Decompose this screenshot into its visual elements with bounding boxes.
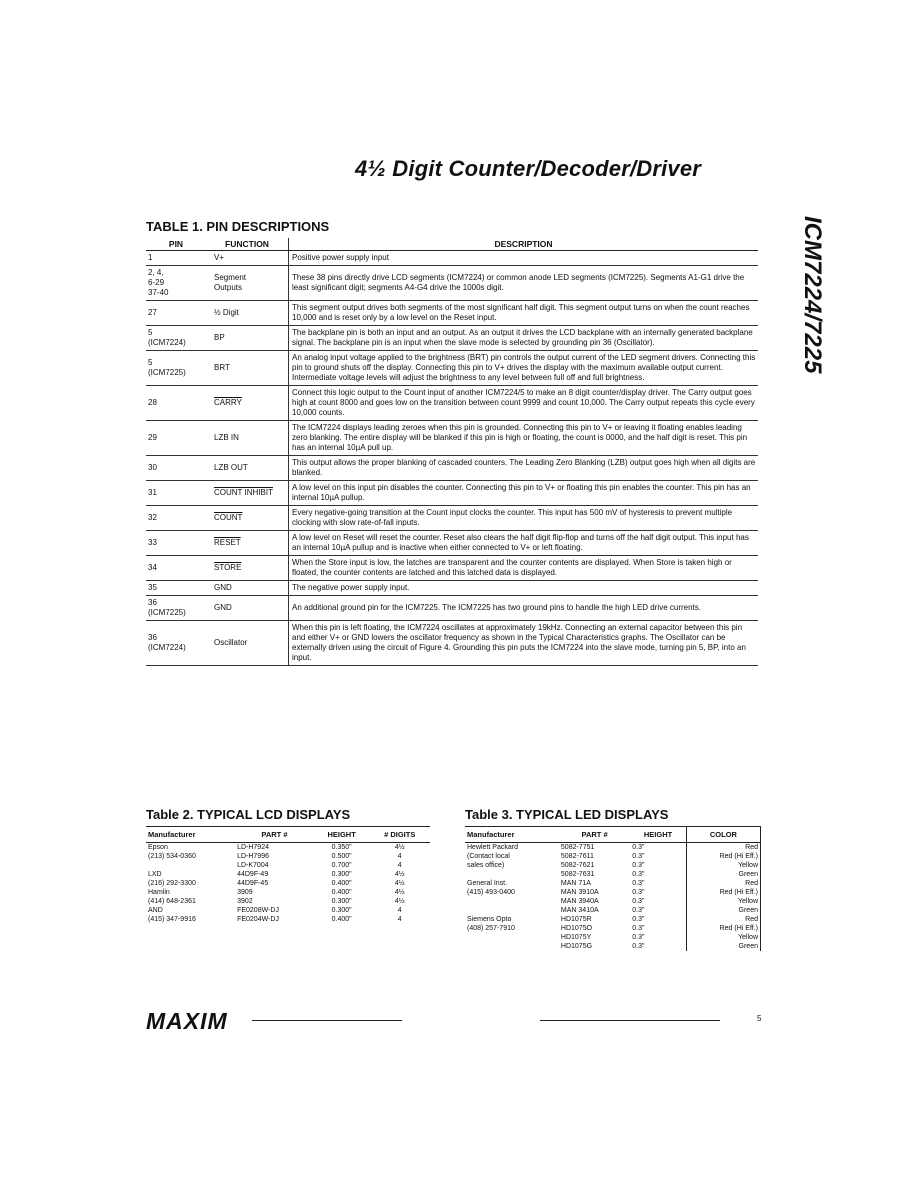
table-row (465, 942, 761, 951)
t2-manufacturer-cell: AND (148, 907, 163, 914)
t3-color-cell: Red (Hi Eff.) (686, 852, 760, 861)
function-cell: GND (206, 581, 289, 596)
table-row (465, 924, 761, 933)
t3-height-cell: 0.3" (632, 880, 645, 887)
side-part-number-label (770, 216, 830, 416)
table-row (465, 915, 761, 924)
table-row (146, 556, 758, 581)
t3-color-cell: Yellow (686, 861, 760, 870)
pin-cell: 34 (146, 556, 206, 581)
table-row (146, 481, 758, 506)
t2-part-cell: LD-H7924 (237, 844, 269, 851)
t2-part-cell: 3909 (237, 889, 253, 896)
table-row (465, 879, 761, 888)
t2-height-cell: 0.400" (331, 880, 352, 887)
description-cell: An additional ground pin for the ICM7225. The ICM7225 has two ground pins to handle the high LED drive currents. (289, 596, 759, 621)
table-row (146, 506, 758, 531)
t2-height-cell: 0.300" (331, 907, 352, 914)
table-row (465, 870, 761, 879)
table-row (146, 596, 758, 621)
t3-manufacturer-cell: (408) 257-7910 (467, 925, 515, 932)
description-cell: The ICM7224 displays leading zeroes when this pin is grounded. Connecting this pin to V+ or leaving it floating enables leading zero blanking. The entire display will be blanked if this pin is high or floating, the count is 0000, and the half digit is reset. This pin has an internal 10µA pull up. (289, 421, 759, 456)
pin-cell: 28 (146, 386, 206, 421)
t3-height-cell: 0.3" (632, 943, 645, 950)
t3-part-cell: HD1075G (560, 943, 593, 950)
t3-manufacturer-cell (465, 942, 559, 951)
function-cell: V+ (206, 251, 289, 266)
description-cell: A low level on this input pin disables the counter. Connecting this pin to V+ or floating this pin enables the counter. This pin has an internal 10µA pullup. (289, 481, 759, 506)
pin-table-body (146, 251, 758, 666)
table3-title: Table 3. TYPICAL LED DISPLAYS (465, 807, 669, 822)
table-row (146, 852, 430, 861)
t2-part-cell: FE0208W-DJ (237, 907, 279, 914)
t2-part-cell: 3902 (237, 898, 253, 905)
t3-part-cell: MAN 3910A (560, 889, 599, 896)
col-header-function: FUNCTION (206, 238, 289, 251)
t3-color-cell: Red (686, 915, 760, 924)
table-row (146, 888, 430, 897)
table-row (465, 888, 761, 897)
table-row (465, 843, 761, 853)
function-cell: Oscillator (206, 621, 289, 666)
table-row (146, 897, 430, 906)
t3-manufacturer-cell (465, 897, 559, 906)
table-row (465, 897, 761, 906)
t3-height-cell: 0.3" (632, 925, 645, 932)
table-row (146, 386, 758, 421)
t3-color-cell: Red (686, 879, 760, 888)
table-row (146, 915, 430, 924)
function-cell: STORE (206, 556, 289, 581)
lcd-table-body (146, 843, 430, 925)
t3-color-cell: Green (686, 870, 760, 879)
t2-height-cell: 0.300" (331, 898, 352, 905)
t2-digits-cell: 4 (397, 862, 402, 869)
function-cell: CARRY (206, 386, 289, 421)
t3-part-cell: HD1075R (560, 916, 592, 923)
t3-height-cell: 0.3" (632, 907, 645, 914)
pin-cell: 1 (146, 251, 206, 266)
t2-height-cell: 0.350" (331, 844, 352, 851)
t2-col-digits: # DIGITS (369, 827, 430, 843)
pin-cell: 27 (146, 301, 206, 326)
pin-cell: 2, 4, 6-29 37-40 (146, 266, 206, 301)
table-row (146, 251, 758, 266)
t3-col-part: PART # (559, 827, 630, 843)
t2-col-height: HEIGHT (314, 827, 370, 843)
t3-part-cell: MAN 71A (560, 880, 591, 887)
t3-part-cell: HD1075O (560, 925, 593, 932)
table-row (146, 531, 758, 556)
t3-height-cell: 0.3" (632, 853, 645, 860)
t2-height-cell: 0.400" (331, 916, 352, 923)
t3-height-cell: 0.3" (632, 889, 645, 896)
function-cell: BP (206, 326, 289, 351)
table-row (465, 906, 761, 915)
page-number: 5 (757, 1014, 762, 1023)
t2-part-cell: LD-H7996 (237, 853, 269, 860)
t3-height-cell: 0.3" (632, 862, 645, 869)
t2-part-cell: LD-K7004 (237, 862, 269, 869)
t2-height-cell: 0.700" (331, 862, 352, 869)
pin-cell: 5 (ICM7225) (146, 351, 206, 386)
col-header-description: DESCRIPTION (289, 238, 759, 251)
description-cell: These 38 pins directly drive LCD segments (ICM7224) or common anode LED segments (ICM7225). Segments A1-G1 drive the least significant digit; segments A4-G4 drive the 1000s digit. (289, 266, 759, 301)
pin-cell: 30 (146, 456, 206, 481)
description-cell: Positive power supply input (289, 251, 759, 266)
t3-col-manufacturer: Manufacturer (465, 827, 559, 843)
pin-cell: 32 (146, 506, 206, 531)
t2-part-cell: 44D9F-49 (237, 871, 269, 878)
description-cell: The negative power supply input. (289, 581, 759, 596)
maxim-logo: MAXIM (146, 1008, 228, 1034)
pin-cell: 35 (146, 581, 206, 596)
t3-height-cell: 0.3" (632, 871, 645, 878)
t3-manufacturer-cell: Hewlett Packard (467, 844, 518, 851)
t2-col-manufacturer: Manufacturer (146, 827, 235, 843)
t3-color-cell: Green (686, 942, 760, 951)
t3-part-cell: MAN 3940A (560, 898, 599, 905)
table-row (146, 301, 758, 326)
t2-part-cell: 44D9F-45 (237, 880, 269, 887)
table-row (146, 621, 758, 666)
function-cell: LZB IN (206, 421, 289, 456)
pin-cell: 31 (146, 481, 206, 506)
t2-digits-cell: 4 (397, 853, 402, 860)
t2-height-cell: 0.400" (331, 889, 352, 896)
description-cell: When this pin is left floating, the ICM7224 oscillates at approximately 19kHz. Connecting an external capacitor between this pin and either V+ or GND lowers the oscillator frequency as shown in the Typical Characteristics graphs. The Oscillator can be externally driven using the circuit of Figure 4. Grounding this pin puts the ICM7224 into the slave mode, turning pin 5, BP, into an input. (289, 621, 759, 666)
pin-cell: 36 (ICM7224) (146, 621, 206, 666)
description-cell: This segment output drives both segments of the most significant half digit. This segment output turns on when the count reaches 10,000 and is reset only by a low level on the Reset input. (289, 301, 759, 326)
t3-color-cell: Red (686, 843, 760, 853)
description-cell: Connect this logic output to the Count input of another ICM7224/5 to make an 8 digit counter/display driver. The Carry output goes high at count 8000 and goes low on the transition between count 9999 and count 10,000. The Carry output repeats this cycle every 10,000 counts. (289, 386, 759, 421)
t2-manufacturer-cell: (414) 648-2361 (148, 898, 196, 905)
t2-part-cell: FE0204W-DJ (237, 916, 279, 923)
table-row (146, 421, 758, 456)
pin-descriptions-table (146, 238, 758, 666)
t2-digits-cell: 4½ (394, 880, 405, 887)
description-cell: An analog input voltage applied to the brightness (BRT) pin controls the output current of the LED segment drivers. Connecting this pin to ground shuts off the display. Connecting this pin to V+ drives the display with the maximum available output current. Intermediate voltage levels will adjust the brightness to any level between full off and full brightness. (289, 351, 759, 386)
description-cell: Every negative-going transition at the Count input clocks the counter. This input has 500 mV of hysteresis to prevent multiple clocking with slow rate-of-fall inputs. (289, 506, 759, 531)
t2-manufacturer-cell: (213) 534-0360 (148, 853, 196, 860)
t3-height-cell: 0.3" (632, 934, 645, 941)
t3-color-cell: Red (Hi Eff.) (686, 924, 760, 933)
t3-part-cell: MAN 3410A (560, 907, 599, 914)
t2-digits-cell: 4½ (394, 898, 405, 905)
table-row (146, 861, 430, 870)
t3-part-cell: 5082-7621 (560, 862, 595, 869)
table-row (146, 906, 430, 915)
description-cell: This output allows the proper blanking of cascaded counters. The Leading Zero Blanking (LZB) output goes high when all digits are blanked. (289, 456, 759, 481)
description-cell: The backplane pin is both an input and an output. As an output it drives the LCD backplane with an internally generated backplane signal. The backplane pin is an input when the slave mode is selected by grounding pin 36 (Oscillator). (289, 326, 759, 351)
side-label-text: ICM7224/7225 (799, 216, 826, 374)
t2-height-cell: 0.300" (331, 871, 352, 878)
table-row (146, 326, 758, 351)
table-row (465, 861, 761, 870)
table2-title: Table 2. TYPICAL LCD DISPLAYS (146, 807, 351, 822)
t2-col-part: PART # (235, 827, 314, 843)
function-cell: GND (206, 596, 289, 621)
led-table-body (465, 843, 761, 952)
t3-col-color: COLOR (686, 827, 760, 843)
t3-part-cell: 5082-7631 (560, 871, 595, 878)
t2-manufacturer-cell: Epson (148, 844, 168, 851)
function-cell: Segment Outputs (206, 266, 289, 301)
t2-digits-cell: 4½ (394, 844, 405, 851)
t2-height-cell: 0.500" (331, 853, 352, 860)
led-displays-table (465, 826, 761, 951)
description-cell: A low level on Reset will reset the counter. Reset also clears the half digit flip-flop and turns off the half digit output. This input has an internal 10µA pullup and is inactive when either connected to V+ or left floating. (289, 531, 759, 556)
description-cell: When the Store input is low, the latches are transparent and the counter contents are displayed. When Store is taken high or floated, the counter contents are latched and this latched data is displayed. (289, 556, 759, 581)
table-row (146, 351, 758, 386)
t2-manufacturer-cell: LXD (148, 871, 162, 878)
table1-title: TABLE 1. PIN DESCRIPTIONS (146, 219, 330, 234)
lcd-displays-table (146, 826, 430, 924)
function-cell: RESET (206, 531, 289, 556)
t2-manufacturer-cell: (415) 347-9916 (148, 916, 196, 923)
t3-height-cell: 0.3" (632, 916, 645, 923)
t3-manufacturer-cell (465, 906, 559, 915)
t2-digits-cell: 4 (397, 916, 402, 923)
t2-manufacturer-cell (146, 861, 235, 870)
table-row (146, 879, 430, 888)
table-row (146, 843, 430, 853)
col-header-pin: PIN (146, 238, 206, 251)
page-title: 4½ Digit Counter/Decoder/Driver (355, 156, 702, 181)
t3-col-height: HEIGHT (630, 827, 686, 843)
pin-cell: 33 (146, 531, 206, 556)
t3-height-cell: 0.3" (632, 898, 645, 905)
table-row (465, 852, 761, 861)
function-cell: COUNT (206, 506, 289, 531)
pin-cell: 36 (ICM7225) (146, 596, 206, 621)
t2-manufacturer-cell: Hamlin (148, 889, 170, 896)
t3-part-cell: 5082-7751 (560, 844, 595, 851)
t3-manufacturer-cell (465, 933, 559, 942)
table-row (146, 266, 758, 301)
function-cell: ½ Digit (206, 301, 289, 326)
table-row (146, 870, 430, 879)
t3-part-cell: HD1075Y (560, 934, 592, 941)
t2-digits-cell: 4½ (394, 871, 405, 878)
pin-cell: 5 (ICM7224) (146, 326, 206, 351)
table-row (146, 456, 758, 481)
t3-color-cell: Red (Hi Eff.) (686, 888, 760, 897)
t3-part-cell: 5082-7611 (560, 853, 594, 860)
t3-manufacturer-cell: Siemens Opto (467, 916, 512, 923)
table-row (146, 581, 758, 596)
t3-color-cell: Yellow (686, 933, 760, 942)
t3-manufacturer-cell: sales office) (467, 862, 505, 869)
t3-color-cell: Green (686, 906, 760, 915)
t3-manufacturer-cell: (Contact local (467, 853, 510, 860)
t3-manufacturer-cell: General Inst. (467, 880, 508, 887)
table-row (465, 933, 761, 942)
footer-rule-left (252, 1020, 402, 1021)
t3-manufacturer-cell (465, 870, 559, 879)
function-cell: BRT (206, 351, 289, 386)
pin-cell: 29 (146, 421, 206, 456)
t3-manufacturer-cell: (415) 493-0400 (467, 889, 515, 896)
t2-manufacturer-cell: (216) 292-3300 (148, 880, 196, 887)
t2-digits-cell: 4½ (394, 889, 405, 896)
t3-color-cell: Yellow (686, 897, 760, 906)
t3-height-cell: 0.3" (632, 844, 645, 851)
t2-digits-cell: 4 (397, 907, 402, 914)
function-cell: COUNT INHIBIT (206, 481, 289, 506)
function-cell: LZB OUT (206, 456, 289, 481)
footer-rule-right (540, 1020, 720, 1021)
